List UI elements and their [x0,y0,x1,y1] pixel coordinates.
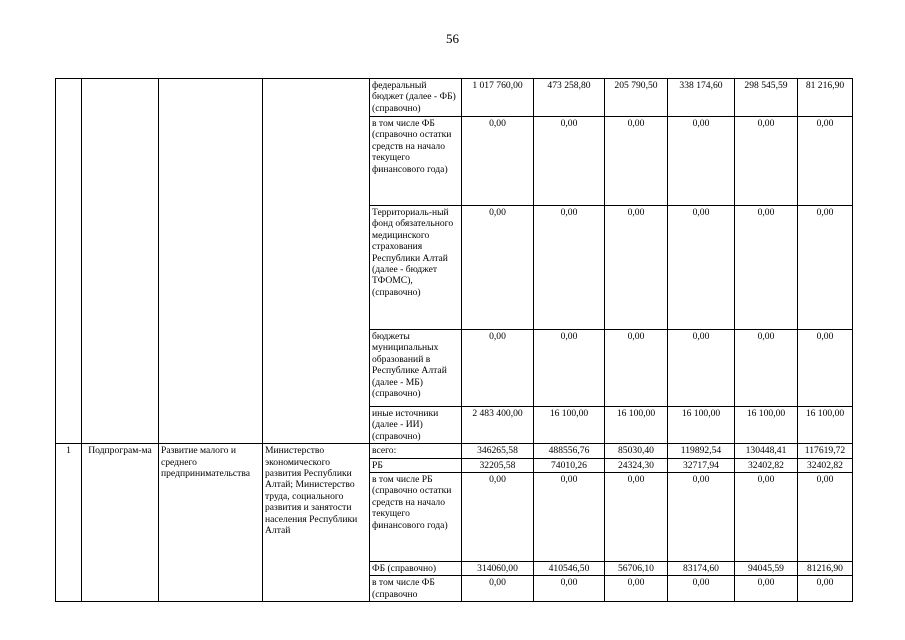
value-cell: 0,00 [462,206,534,330]
value-cell: 0,00 [735,576,798,602]
value-cell: 0,00 [462,576,534,602]
empty-type-cell [82,79,159,444]
table-row [56,79,853,117]
value-cell: 32717,94 [668,458,735,472]
value-cell: 0,00 [462,330,534,407]
value-cell: 16 100,00 [605,407,668,444]
value-cell: 32402,82 [735,458,798,472]
value-cell: 0,00 [735,330,798,407]
value-cell: 0,00 [605,206,668,330]
value-cell: 56706,10 [605,562,668,576]
value-cell: 0,00 [605,330,668,407]
value-cell: 346265,58 [462,444,534,458]
empty-responsible-cell [263,79,370,444]
funding-source-cell: бюджеты муниципальных образований в Республике Алтай (далее - МБ) (справочно) [370,330,462,407]
value-cell: 0,00 [534,576,605,602]
value-cell: 0,00 [605,117,668,206]
funding-source-cell: ФБ (справочно) [370,562,462,576]
value-cell: 488556,76 [534,444,605,458]
value-cell: 0,00 [668,206,735,330]
funding-source-cell: в том числе ФБ (справочно остатки средств на начало текущего финансового года) [370,117,462,206]
value-cell: 298 545,59 [735,79,798,117]
funding-source-cell: РБ [370,458,462,472]
value-cell: 16 100,00 [534,407,605,444]
value-cell: 85030,40 [605,444,668,458]
value-cell: 32402,82 [798,458,853,472]
value-cell: 0,00 [798,330,853,407]
value-cell: 0,00 [534,117,605,206]
value-cell: 117619,72 [798,444,853,458]
value-cell: 81216,90 [798,562,853,576]
value-cell: 338 174,60 [668,79,735,117]
funding-source-cell: в том числе РБ (справочно остатки средств на начало текущего финансового года) [370,473,462,562]
value-cell: 0,00 [668,576,735,602]
empty-number-cell [56,79,82,444]
subprogram-number: 1 [56,444,82,602]
value-cell: 130448,41 [735,444,798,458]
value-cell: 16 100,00 [735,407,798,444]
value-cell: 94045,59 [735,562,798,576]
value-cell: 2 483 400,00 [462,407,534,444]
page-number: 56 [446,31,459,46]
value-cell: 0,00 [462,117,534,206]
value-cell: 0,00 [534,473,605,562]
value-cell: 0,00 [668,117,735,206]
value-cell: 74010,26 [534,458,605,472]
subprogram-name: Развитие малого и среднего предпринимательства [159,444,263,602]
value-cell: 0,00 [605,576,668,602]
funding-source-cell: всего: [370,444,462,458]
value-cell: 16 100,00 [798,407,853,444]
value-cell: 0,00 [735,473,798,562]
value-cell: 1 017 760,00 [462,79,534,117]
value-cell: 205 790,50 [605,79,668,117]
value-cell: 0,00 [534,330,605,407]
value-cell: 0,00 [798,117,853,206]
value-cell: 0,00 [798,576,853,602]
funding-source-cell: Территориаль-ный фонд обязательного медицинского страхования Республики Алтай (далее - бюджет ТФОМС), (справочно) [370,206,462,330]
value-cell: 0,00 [605,473,668,562]
table-row [56,444,853,458]
value-cell: 0,00 [668,473,735,562]
value-cell: 81 216,90 [798,79,853,117]
value-cell: 314060,00 [462,562,534,576]
value-cell: 0,00 [735,117,798,206]
value-cell: 24324,30 [605,458,668,472]
value-cell: 83174,60 [668,562,735,576]
value-cell: 32205,58 [462,458,534,472]
value-cell: 473 258,80 [534,79,605,117]
subprogram-type: Подпрограм-ма [82,444,159,602]
budget-table [55,78,853,602]
funding-source-cell: в том числе ФБ (справочно [370,576,462,602]
value-cell: 0,00 [534,206,605,330]
value-cell: 119892,54 [668,444,735,458]
funding-source-cell: федеральный бюджет (далее - ФБ) (справочно) [370,79,462,117]
value-cell: 0,00 [735,206,798,330]
value-cell: 0,00 [668,330,735,407]
value-cell: 16 100,00 [668,407,735,444]
funding-source-cell: иные источники (далее - ИИ) (справочно) [370,407,462,444]
responsible-executor: Министерство экономического развития Республики Алтай; Министерство труда, социального развития и занятости населения Республики Алтай [263,444,370,602]
value-cell: 410546,50 [534,562,605,576]
value-cell: 0,00 [798,206,853,330]
value-cell: 0,00 [462,473,534,562]
empty-name-cell [159,79,263,444]
value-cell: 0,00 [798,473,853,562]
